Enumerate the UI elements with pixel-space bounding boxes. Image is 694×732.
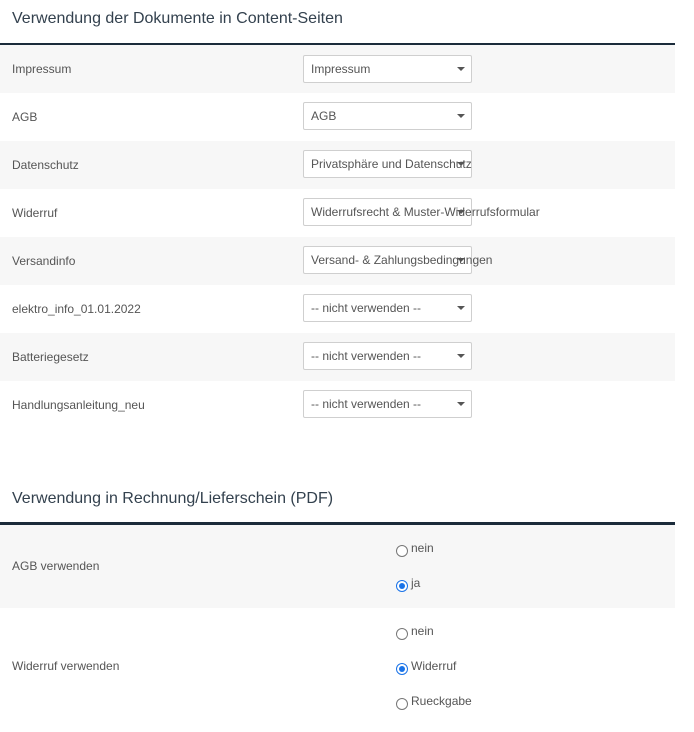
- select-value: Versand- & Zahlungsbedingungen: [311, 253, 493, 267]
- row-label: Widerruf: [12, 206, 58, 220]
- select-value: Privatsphäre und Datenschutz: [311, 157, 472, 171]
- agb-verwenden-group: [0, 525, 675, 608]
- select-value: -- nicht verwenden --: [311, 301, 422, 315]
- row-label: AGB verwenden: [12, 559, 100, 573]
- doc-row-handlungsanleitung: [0, 381, 675, 429]
- doc-row-datenschutz: [0, 141, 675, 189]
- agb-select[interactable]: [303, 102, 472, 130]
- row-label: Impressum: [12, 62, 72, 76]
- row-label: Widerruf verwenden: [12, 659, 120, 673]
- widerruf-option-nein[interactable]: [396, 624, 434, 640]
- radio-label: Rueckgabe: [411, 694, 472, 708]
- impressum-select[interactable]: [303, 55, 472, 83]
- chevron-down-icon: [457, 162, 465, 166]
- select-value: Impressum: [311, 62, 371, 76]
- datenschutz-select[interactable]: [303, 150, 472, 178]
- radio-button[interactable]: [396, 698, 408, 710]
- chevron-down-icon: [457, 306, 465, 310]
- row-label: Batteriegesetz: [12, 350, 89, 364]
- select-value: AGB: [311, 109, 337, 123]
- elektro-info-select[interactable]: [303, 294, 472, 322]
- versandinfo-select[interactable]: [303, 246, 493, 274]
- doc-row-batteriegesetz: [0, 333, 675, 381]
- handlungsanleitung-select[interactable]: [303, 390, 472, 418]
- radio-button[interactable]: [396, 545, 408, 557]
- chevron-down-icon: [457, 114, 465, 118]
- row-label: elektro_info_01.01.2022: [12, 302, 141, 316]
- widerruf-verwenden-group: [0, 608, 675, 732]
- section-title-pdf: Verwendung in Rechnung/Lieferschein (PDF): [12, 490, 334, 507]
- batteriegesetz-select[interactable]: [303, 342, 472, 370]
- select-value: -- nicht verwenden --: [311, 349, 422, 363]
- doc-row-versandinfo: [0, 237, 675, 285]
- row-label: Datenschutz: [12, 158, 79, 172]
- radio-label: nein: [411, 541, 434, 555]
- radio-label: ja: [411, 576, 421, 590]
- select-value: Widerrufsrecht & Muster-Widerrufsformular: [311, 205, 540, 219]
- doc-row-impressum: [0, 45, 675, 93]
- widerruf-select[interactable]: [303, 198, 540, 226]
- radio-label: nein: [411, 624, 434, 638]
- row-label: AGB: [12, 110, 38, 124]
- doc-row-elektro-info: [0, 285, 675, 333]
- row-label: Versandinfo: [12, 254, 76, 268]
- section-title-content-pages: Verwendung der Dokumente in Content-Seiten: [12, 10, 343, 27]
- widerruf-option-widerruf[interactable]: [396, 659, 456, 675]
- agb-option-ja[interactable]: [396, 576, 420, 592]
- chevron-down-icon: [457, 258, 465, 262]
- select-value: -- nicht verwenden --: [311, 397, 422, 411]
- widerruf-option-rueckgabe[interactable]: [396, 694, 472, 710]
- chevron-down-icon: [457, 210, 465, 214]
- doc-row-widerruf: [0, 189, 675, 237]
- radio-label: Widerruf: [411, 659, 457, 673]
- chevron-down-icon: [457, 354, 465, 358]
- agb-option-nein[interactable]: [396, 541, 434, 557]
- radio-button[interactable]: [396, 663, 408, 675]
- chevron-down-icon: [457, 402, 465, 406]
- doc-row-agb: [0, 93, 675, 141]
- chevron-down-icon: [457, 67, 465, 71]
- row-label: Handlungsanleitung_neu: [12, 398, 145, 412]
- radio-button[interactable]: [396, 628, 408, 640]
- radio-button[interactable]: [396, 580, 408, 592]
